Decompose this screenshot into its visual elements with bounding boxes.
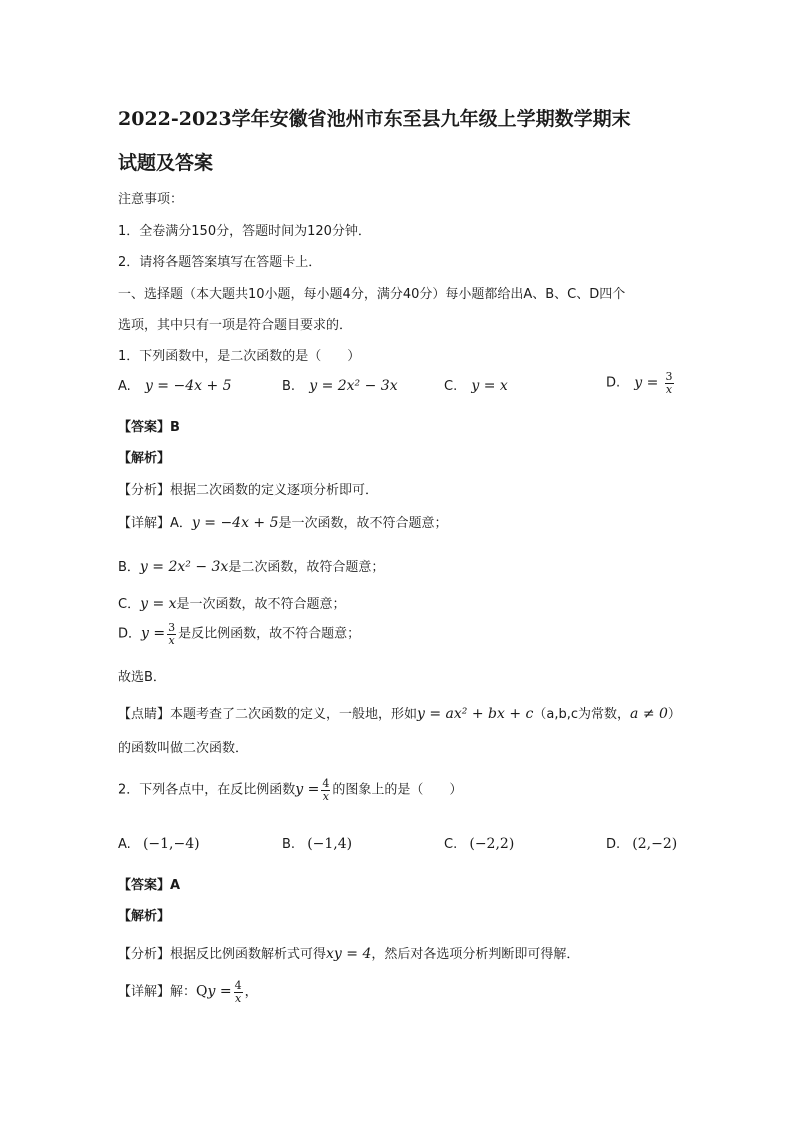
q1-detail-d xyxy=(118,622,360,646)
q2-option-c xyxy=(444,836,514,852)
q1-option-d-denominator: x xyxy=(665,382,673,396)
q1-option-c-label: C. xyxy=(444,379,458,394)
q1-detail-c-expr: y = x xyxy=(140,596,177,612)
q1-dianjing-end: ） xyxy=(667,707,681,722)
q2-stem-denominator: x xyxy=(322,789,329,803)
q1-option-d-fraction xyxy=(665,371,674,395)
q1-detail-b-text: 是二次函数，故符合题意； xyxy=(228,560,385,575)
q1-detail-b-expr: y = 2x² − 3x xyxy=(139,559,229,575)
q2-detail-numerator: 4 xyxy=(234,979,242,992)
notes-heading: 注意事项： xyxy=(118,192,184,207)
q1-dianjing-prefix: 【点睛】本题考查了二次函数的定义，一般地，形如 xyxy=(118,707,418,722)
document-title-line-1: 2022-2023学年安徽省池州市东至县九年级上学期数学期末 xyxy=(118,108,631,130)
q1-dianjing xyxy=(118,703,681,722)
q2-detail-lhs: y = xyxy=(207,983,232,1000)
q1-dianjing-line-2: 的函数叫做二次函数． xyxy=(118,741,249,756)
q2-detail xyxy=(118,980,258,1004)
q2-fenxi xyxy=(118,943,579,962)
q2-stem xyxy=(118,778,462,802)
q2-stem-fraction xyxy=(321,778,330,802)
q2-detail-prefix: 【详解】解： xyxy=(118,984,197,1000)
q2-option-b xyxy=(282,836,352,852)
q2-detail-denominator: x xyxy=(234,991,242,1005)
document-title-line-2: 试题及答案 xyxy=(118,152,214,174)
q1-option-d xyxy=(606,371,676,395)
q1-detail-c-text: 是一次函数，故不符合题意； xyxy=(176,597,346,612)
q2-option-d-expr: (2,−2) xyxy=(632,836,678,852)
section-instructions-line-2: 选项，其中只有一项是符合题目要求的． xyxy=(118,318,353,333)
q2-detail-fraction xyxy=(234,980,243,1004)
q1-detail-b xyxy=(118,556,384,575)
q2-answer: 【答案】A xyxy=(118,878,181,893)
q1-detail-a-text: 是一次函数，故不符合题意； xyxy=(278,516,448,531)
section-instructions-line-1: 一、选择题（本大题共10小题，每小题4分，满分40分）每小题都给出A、B、C、D四个 xyxy=(118,287,626,302)
q2-option-c-label: C. xyxy=(444,837,458,852)
q2-fenxi-suffix: ，然后对各选项分析判断即可得解． xyxy=(371,947,580,962)
q1-option-c-expr: y = x xyxy=(471,378,508,394)
q1-detail-d-lhs: y = xyxy=(141,625,166,642)
q2-option-a-expr: (−1,−4) xyxy=(142,836,200,852)
q2-option-b-expr: (−1,4) xyxy=(307,836,353,852)
q1-stem: 1．下列函数中，是二次函数的是（ ） xyxy=(118,349,361,364)
q1-detail-a xyxy=(118,512,448,531)
q1-option-a-expr: y = −4x + 5 xyxy=(144,378,232,394)
q1-option-a-label: A. xyxy=(118,379,131,394)
q2-analysis-title: 【解析】 xyxy=(118,909,171,924)
q1-detail-d-fraction xyxy=(167,622,176,646)
q1-detail-d-numerator: 3 xyxy=(168,621,176,634)
q1-detail-c xyxy=(118,593,346,612)
q2-option-c-expr: (−2,2) xyxy=(469,836,515,852)
q2-stem-lhs: y = xyxy=(295,781,320,798)
q2-option-d xyxy=(606,836,677,852)
q1-detail-d-text: 是反比例函数，故不符合题意； xyxy=(178,626,361,642)
q2-option-a xyxy=(118,836,200,852)
q1-detail-a-expr: y = −4x + 5 xyxy=(191,515,279,531)
q1-option-d-numerator: 3 xyxy=(665,370,673,383)
notes-item-2: 2．请将各题答案填写在答题卡上． xyxy=(118,255,322,270)
q1-detail-d-denominator: x xyxy=(168,633,175,647)
q2-detail-suffix: ， xyxy=(244,984,258,1000)
q1-detail-a-prefix: 【详解】A． xyxy=(118,516,192,531)
q2-fenxi-expr: xy = 4 xyxy=(326,946,372,962)
q2-stem-numerator: 4 xyxy=(322,777,330,790)
q1-option-a xyxy=(118,378,232,394)
q2-option-d-label: D. xyxy=(606,837,621,852)
q2-option-b-label: B. xyxy=(282,837,296,852)
notes-item-1: 1．全卷满分150分，答题时间为120分钟． xyxy=(118,224,371,239)
q1-option-d-label: D. xyxy=(606,375,621,391)
q1-detail-d-prefix: D． xyxy=(118,626,142,642)
q1-dianjing-mid: （a,b,c为常数， xyxy=(533,707,631,722)
q1-option-b xyxy=(282,378,398,394)
q1-detail-b-prefix: B． xyxy=(118,560,140,575)
q1-fenxi: 【分析】根据二次函数的定义逐项分析即可． xyxy=(118,483,379,498)
q1-analysis-title: 【解析】 xyxy=(118,451,171,466)
q2-fenxi-prefix: 【分析】根据反比例函数解析式可得 xyxy=(118,947,327,962)
q1-dianjing-expr: y = ax² + bx + c xyxy=(417,706,534,722)
q2-stem-suffix: 的图象上的是（ ） xyxy=(332,782,463,798)
q2-option-a-label: A. xyxy=(118,837,131,852)
q1-choose: 故选B． xyxy=(118,670,166,685)
q2-stem-prefix: 2．下列各点中，在反比例函数 xyxy=(118,782,296,798)
q1-detail-c-prefix: C． xyxy=(118,597,141,612)
q2-detail-symbol: Q xyxy=(196,983,208,1000)
q1-answer: 【答案】B xyxy=(118,420,180,435)
q1-option-d-lhs: y = xyxy=(634,374,659,391)
q1-option-b-label: B. xyxy=(282,379,296,394)
q1-option-b-expr: y = 2x² − 3x xyxy=(309,378,398,394)
q1-option-c xyxy=(444,378,508,394)
q1-dianjing-cond: a ≠ 0 xyxy=(630,706,668,722)
